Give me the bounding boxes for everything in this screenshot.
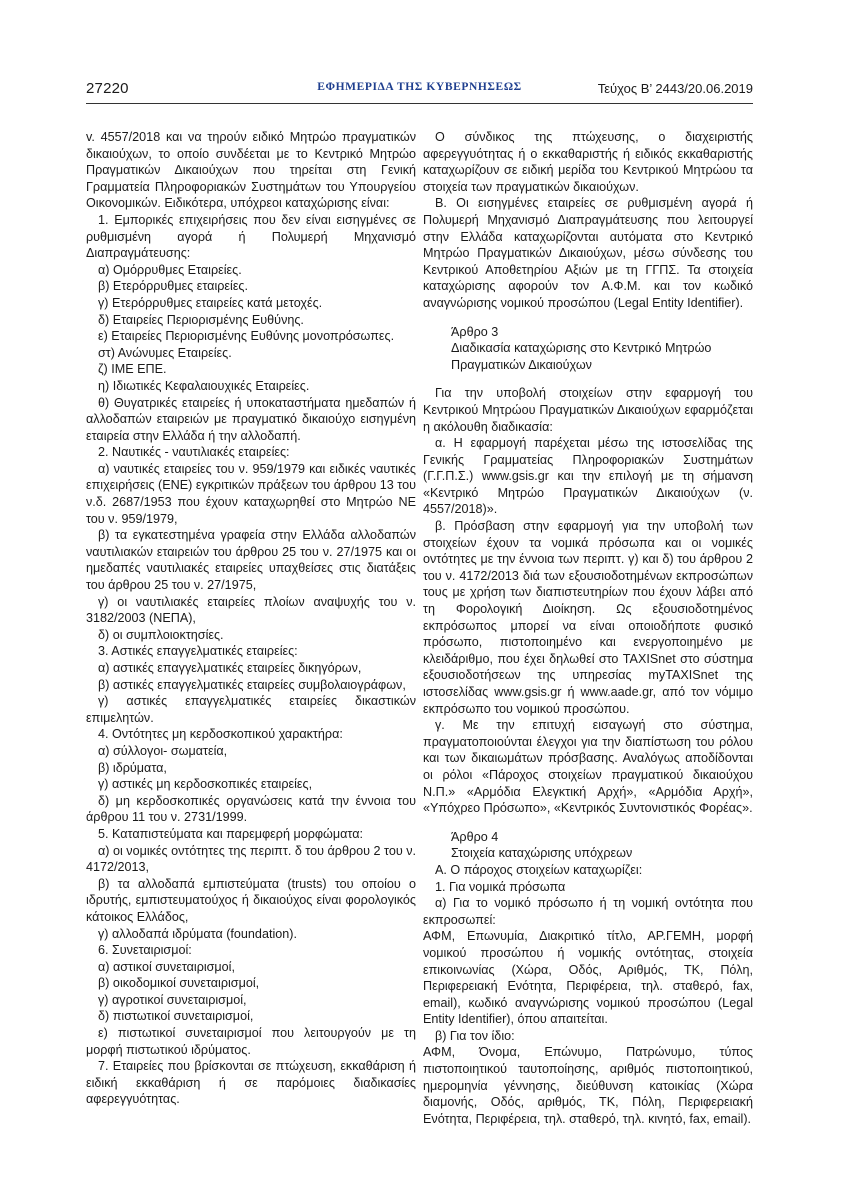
paragraph: β) Για τον ίδιο: [435,1028,515,1043]
list-item: β) αστικές επαγγελματικές εταιρείες συμβολαιογράφων, [98,677,406,692]
list-item: β) οικοδομικοί συνεταιρισμοί, [98,976,260,991]
list-item: 6. Συνεταιρισμοί: [98,943,192,958]
list-item: α) αστικές επαγγελματικές εταιρείες δικηγόρων, [98,661,362,675]
list-item: δ) οι συμπλοιοκτησίες. [98,627,224,642]
article-4-title: Στοιχεία καταχώρισης υπόχρεων [451,846,633,861]
list-item: α) ναυτικές εταιρείες του ν. 959/1979 και ειδικές ναυτικές επιχειρήσεις (ΕΝΕ) εγκριτικών πράξεων του άρθρου 13 του ν.δ. 2687/1953 που έχουν καταχωρηθεί στο Μητρώο ΝΕ του ν. 959/1979, [86,461,416,526]
list-item: β) ιδρύματα, [98,760,167,775]
page-header [86,80,753,102]
paragraph: β. Πρόσβαση στην εφαρμογή για την υποβολή των στοιχείων έχουν τα νομικά πρόσωπα και οι νομικές οντότητες με την έννοια των περιπτ. γ) και δ) του άρθρου 2 του ν. 4172/2013 διά των εξουσιοδοτημένων εκπροσώπων τους με χρήση των διαπιστευτηρίων που έχουν λάβει από τη Φορολογική Διοίκηση. Ως εξουσιοδοτημένος εκπρόσωπος μπορεί να είναι οποιοδήποτε φυσικό πρόσωπο, πιστοποιημένο και ενεργοποιημένο με κλειδάριθμο, που έχει δηλωθεί στο TAXISnet στο σύστημα εξουσιοδοτήσεων της υπηρεσίας myTAXISnet της ιστοσελίδας www.gsis.gr ή www.aade.gr, από τον νόμιμο εκπρόσωπο του νομικού προσώπου. [423,519,753,716]
list-item: α) αστικοί συνεταιρισμοί, [98,959,235,974]
paragraph: Β. Οι εισηγμένες εταιρείες σε ρυθμισμένη αγορά ή Πολυμερή Μηχανισμό Διαπραγμάτευσης που λειτουργεί στην Ελλάδα καταχωρίζονται αυτόματα στο Κεντρικό Μητρώο Πραγματικών Δικαιούχων, μέσω σύνδεσης του Κεντρικού Αποθετηρίου Αξιών με τη ΓΓΠΣ. Τα στοιχεία καταχώρισης αφορούν τον Α.Φ.Μ. και τον κωδικό αναγνώρισης νομικού προσώπου (Legal Entity Identifier). [423,196,753,310]
list-item: γ) αλλοδαπά ιδρύματα (foundation). [98,926,297,941]
list-item: 2. Ναυτικές - ναυτιλιακές εταιρείες: [98,445,290,460]
paragraph: ΑΦΜ, Επωνυμία, Διακριτικό τίτλο, ΑΡ.ΓΕΜΗ, μορφή νομικού προσώπου ή νομικής οντότητας, στοιχεία επικοινωνίας (Χώρα, Οδός, Αριθμός, ΤΚ, Πόλη, Περιφερειακή Ενότητα, Περιφέρεια, τηλ. σταθερό, fax, email), κωδικό αναγνώρισης νομικού προσώπου (Legal Entity Identifier), όπου απαιτείται. [423,929,753,1027]
list-item: α) σύλλογοι- σωματεία, [98,743,228,758]
list-item: δ) πιστωτικοί συνεταιρισμοί, [98,1009,254,1024]
list-item: δ) Εταιρείες Περιορισμένης Ευθύνης. [98,312,304,327]
left-column [86,129,416,1108]
paragraph: α) Για το νομικό πρόσωπο ή τη νομική οντότητα που εκπροσωπεί: [423,896,753,927]
list-item: 4. Οντότητες μη κερδοσκοπικού χαρακτήρα: [98,727,343,742]
gazette-title: ΕΦΗΜΕΡΙΔΑ ΤΗΣ ΚΥΒΕΡΝΗΣΕΩΣ [317,81,522,93]
list-item: γ) αγροτικοί συνεταιρισμοί, [98,992,247,1007]
paragraph: Ο σύνδικος της πτώχευσης, ο διαχειριστής αφερεγγυότητας ή ο εκκαθαριστής ή ειδικός εκκαθαριστής καταχωρίζουν σε ειδική μερίδα του Κεντρικού Μητρώου τα στοιχεία των πραγματικών δικαιούχων. [423,130,753,194]
list-item: 3. Αστικές επαγγελματικές εταιρείες: [98,644,298,659]
list-item: θ) Θυγατρικές εταιρείες ή υποκαταστήματα ημεδαπών ή αλλοδαπών εταιρειών με πραγματικό δικαιούχο εισηγμένη εταιρεία στην Ελλάδα ή την αλλοδαπή. [86,395,416,443]
list-item: ε) πιστωτικοί συνεταιρισμοί που λειτουργούν με τη μορφή πιστωτικού ιδρύματος. [86,1026,416,1057]
list-item: α) Ομόρρυθμες Εταιρείες. [98,262,242,277]
article-4-number: Άρθρο 4 [451,829,499,844]
list-item: 5. Καταπιστεύματα και παρεμφερή μορφώματα: [98,826,363,841]
paragraph: 1. Εμπορικές επιχειρήσεις που δεν είναι εισηγμένες σε ρυθμισμένη αγορά ή Πολυμερή Μηχανισμό Διαπραγμάτευσης: [86,212,416,261]
article-3-title: Διαδικασία καταχώρισης στο Κεντρικό Μητρώο Πραγματικών Δικαιούχων [451,341,712,372]
paragraph: γ. Με την επιτυχή εισαγωγή στο σύστημα, πραγματοποιούνται έλεγχοι για την διαπίστωση του ρόλου και των δικαιωμάτων πρόσβασης. Αναλόγως αποδίδονται οι ρόλοι «Πάροχος στοιχείων πραγματικού δικαιούχου Ν.Π.» «Αρμόδια Ελεγκτική Αρχή», «Αρμόδια Αρχή», «Υπόχρεο Πρόσωπο», «Κεντρικός Συντονιστικός Φορέας». [423,718,753,816]
article-3-number: Άρθρο 3 [451,324,499,339]
list-item: η) Ιδιωτικές Κεφαλαιουχικές Εταιρείες. [98,378,310,393]
list-item: ε) Εταιρείες Περιορισμένης Ευθύνης μονοπρόσωπες. [98,329,395,344]
paragraph: α. Η εφαρμογή παρέχεται μέσω της ιστοσελίδας της Γενικής Γραμματείας Πληροφοριακών Συστημάτων (Γ.Γ.Π.Σ.) www.gsis.gr και την επιλογή με τη σήμανση «Κεντρικό Μητρώο Πραγματικών Δικαιούχων (ν. 4557/2018)». [423,436,753,517]
list-item: β) τα αλλοδαπά εμπιστεύματα (trusts) του οποίου ο ιδρυτής, εμπιστευματούχος ή δικαιούχος είναι φορολογικός κάτοικος Ελλάδος, [86,876,416,924]
list-item: α) οι νομικές οντότητες της περιπτ. δ του άρθρου 2 του ν. 4172/2013, [86,843,417,875]
list-item: γ) Ετερόρρυθμες εταιρείες κατά μετοχές. [98,295,323,310]
header-divider [86,103,753,104]
list-item: β) τα εγκατεστημένα γραφεία στην Ελλάδα αλλοδαπών ναυτιλιακών εταιρειών του άρθρου 25 του ν. 27/1975 και οι ημεδαπές ναυτιλιακές εταιρείες υπαχθείσες στις διατάξεις του άρθρου 25 του ν. 27/1975, [86,528,416,593]
paragraph: v. 4557/2018 και να τηρούν ειδικό Μητρώο πραγματικών δικαιούχων, το οποίο συνδέεται με το Κεντρικό Μητρώο Πραγματικών Δικαιούχων που τηρείται στη Γενική Γραμματεία Πληροφοριακών Συστημάτων του Υπουργείου Οικονομικών. Ειδικότερα, υπόχρεοι καταχώρισης είναι: [86,130,416,211]
list-item: στ) Ανώνυμες Εταιρείες. [98,345,232,360]
paragraph: Α. Ο πάροχος στοιχείων καταχωρίζει: [435,862,643,877]
page-number: 27220 [86,80,129,97]
list-item: γ) αστικές μη κερδοσκοπικές εταιρείες, [98,777,313,792]
list-item: γ) αστικές επαγγελματικές εταιρείες δικαστικών επιμελητών. [86,694,416,725]
list-item: γ) οι ναυτιλιακές εταιρείες πλοίων αναψυχής του ν. 3182/2003 (ΝΕΠΑ), [86,594,416,626]
issue-reference: Τεύχος Β’ 2443/20.06.2019 [597,81,753,96]
list-item: δ) μη κερδοσκοπικές οργανώσεις κατά την έννοια του άρθρου 11 του ν. 2731/1999. [86,793,416,825]
list-item: β) Ετερόρρυθμες εταιρείες. [98,279,248,294]
paragraph: Για την υποβολή στοιχείων στην εφαρμογή του Κεντρικού Μητρώου Πραγματικών Δικαιούχων εφαρμόζεται η ακόλουθη διαδικασία: [423,386,753,434]
list-item: ζ) ΙΜΕ ΕΠΕ. [98,362,167,377]
right-column [423,129,753,1127]
paragraph: ΑΦΜ, Όνομα, Επώνυμο, Πατρώνυμο, τύπος πιστοποιητικού ταυτοποίησης, αριθμός πιστοποιητικού, ημερομηνία γέννησης, διεύθυνση κατοικίας (Χώρα διαμονής, Οδός, αριθμός, ΤΚ, Πόλη, Περιφερειακή Ενότητα, Περιφέρεια, τηλ. σταθερό, τηλ. κινητό, fax, email). [423,1045,753,1126]
paragraph: 1. Για νομικά πρόσωπα [435,879,566,894]
list-item: 7. Εταιρείες που βρίσκονται σε πτώχευση, εκκαθάριση ή ειδική εκκαθάριση ή σε παρόμοιες διαδικασίες αφερεγγυότητας. [86,1059,416,1107]
